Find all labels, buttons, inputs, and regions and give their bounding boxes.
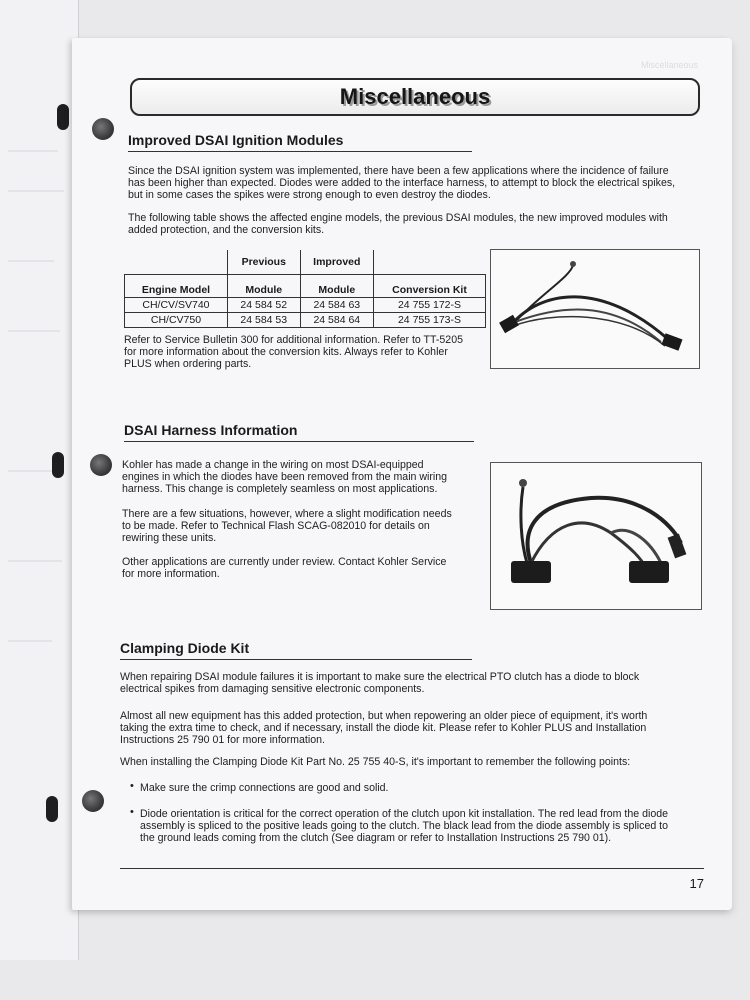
conversion-table — [124, 250, 486, 328]
table-cell: 24 584 63 — [300, 298, 373, 313]
binder-hole — [52, 452, 64, 478]
service-bulletin-note: Refer to Service Bulletin 300 for additional information. Refer to TT-5205 for more information about the conversion kits. Always refer to Kohler PLUS when ordering parts. — [124, 334, 463, 370]
harness-paragraph-2: There are a few situations, however, where a slight modification needs to be made. Refer to Technical Flash SCAG-082010 for details on rewiring these units. — [122, 508, 452, 544]
bullet-item: Diode orientation is critical for the correct operation of the clutch upon kit installation. The red lead from the diode assembly is spliced to the positive leads going to the clutch. The black lead from the diode assembly is spliced to the ground leads coming from the clutch (See diagram or refer to Installation Instructions 25 790 01). — [140, 808, 669, 844]
title-banner — [130, 78, 700, 116]
table-cell: CH/CV/SV740 — [125, 298, 228, 313]
page-number: 17 — [689, 876, 704, 891]
binder-hole — [46, 796, 58, 822]
table-cell: 24 584 53 — [227, 313, 300, 328]
punch-hole — [82, 790, 104, 812]
footer-rule — [120, 868, 704, 869]
clamping-paragraph-1: When repairing DSAI module failures it is important to make sure the electrical PTO clutch has a diode to block electrical spikes from damaging sensitive electronic components. — [120, 671, 640, 695]
manual-page: Miscellaneous Miscellaneous Improved DSAI Ignition Modules Since the DSAI ignition system was implemented, there have been a few applications where the incidence of failure has been higher than expected. Diodes were added to the interface harness, to attempt to block the electrical spikes, but in some cases the spikes were strong enough to even destroy the diodes. The following table shows the affected engine models, the previous DSAI modules, the new improved modules with added protection, and the conversion kits. Previous Improved Engine Model Module Module Conversion Kit CH/CV/SV740 24 584 52 24 584 63 24 755 172-S CH/CV750 24 584 53 24 584 64 24 755 173-S Refer to Service Bulletin 300 for additional information. Refer to TT-5205 for more information about the conversion kits. Always refer to Kohler PLUS when ordering parts. DSAI Harness Information Kohler has made a change in the wiring on most DSAI-equipped engines in which the diodes have been removed from the main wiring harness. This change is completely seamless on most applications. There are a few situations, however, where a slight modification needs to be made. Refer to Technical Flash SCAG-082010 for details on rewiring these units. Other applications are currently under review. Contact Kohler Service for more information. Clamping Diode Kit When repairing DSAI module failures it is important to make sure the electrical PTO clutch has a diode to block electrical spikes from damaging sensitive electronic components. Almost all new equipment has this added protection, but when repowering an older piece of equipment, it's worth taking the extra time to check, and if necessary, install the diode kit. Please refer to Kohler PLUS and Installation Instructions 25 790 01 for more information. When installing the Clamping Diode Kit Part No. 25 755 40-S, it's important to remember the following points: • Make sure the crimp connections are good and solid. • Diode orientation is critical for the correct operation of the clutch upon kit installation. The red lead from the diode assembly is spliced to the positive leads going to the clutch. The black lead from the diode assembly is spliced to the ground leads coming from the clutch (See diagram or refer to Installation Instructions 25 790 01). 17 — [72, 38, 732, 910]
table-header-row — [125, 275, 486, 298]
harness-wire-illustration — [491, 250, 699, 368]
clamping-paragraph-3: When installing the Clamping Diode Kit Part No. 25 755 40-S, it's important to remember the following points: — [120, 756, 631, 768]
table-header-cell: Conversion Kit — [374, 275, 486, 298]
table-cell: 24 755 172-S — [374, 298, 486, 313]
table-header-cell: Improved — [300, 250, 373, 275]
harness-wire-illustration — [491, 463, 701, 609]
table-intro: The following table shows the affected engine models, the previous DSAI modules, the new improved modules with added protection, and the conversion kits. — [128, 212, 668, 236]
table-header-cell: Module — [227, 275, 300, 298]
clamping-paragraph-2: Almost all new equipment has this added protection, but when repowering an older piece of equipment, it's worth taking the extra time to check, and if necessary, install the diode kit. Please refer to Kohler PLUS and Installation Instructions 25 790 01 for more information. — [120, 710, 648, 746]
ghost-header: Miscellaneous — [640, 60, 698, 70]
table-row — [125, 313, 486, 328]
table-cell: 24 584 64 — [300, 313, 373, 328]
section-heading-dsai-modules: Improved DSAI Ignition Modules — [128, 132, 472, 152]
punch-hole — [90, 454, 112, 476]
table-header-cell: Module — [300, 275, 373, 298]
table-header-cell: Engine Model — [125, 275, 228, 298]
table-cell: CH/CV750 — [125, 313, 228, 328]
punch-hole — [92, 118, 114, 140]
table-cell: 24 584 52 — [227, 298, 300, 313]
table-header-cell — [125, 250, 228, 275]
table-header-cell: Previous — [227, 250, 300, 275]
harness-paragraph-3: Other applications are currently under review. Contact Kohler Service for more information. — [122, 556, 447, 580]
table-row — [125, 298, 486, 313]
table-cell: 24 755 173-S — [374, 313, 486, 328]
table-header-row — [125, 250, 486, 275]
section-heading-harness: DSAI Harness Information — [124, 422, 474, 442]
table-header-cell — [374, 250, 486, 275]
bullet-item: Make sure the crimp connections are good and solid. — [140, 782, 389, 794]
conversion-kit-photo — [490, 249, 700, 369]
underlying-page — [0, 0, 79, 960]
page-title: Miscellaneous — [339, 84, 491, 109]
binder-hole — [57, 104, 69, 130]
dsai-modules-intro: Since the DSAI ignition system was implemented, there have been a few applications where the incidence of failure has been higher than expected. Diodes were added to the interface harness, to attempt to block the electrical spikes, but in some cases the spikes were strong enough to even destroy the diodes. — [128, 165, 676, 201]
harness-paragraph-1: Kohler has made a change in the wiring on most DSAI-equipped engines in which the diodes have been removed from the main wiring harness. This change is completely seamless on most applications. — [122, 459, 448, 495]
section-heading-clamping-diode: Clamping Diode Kit — [120, 640, 472, 660]
harness-photo — [490, 462, 702, 610]
